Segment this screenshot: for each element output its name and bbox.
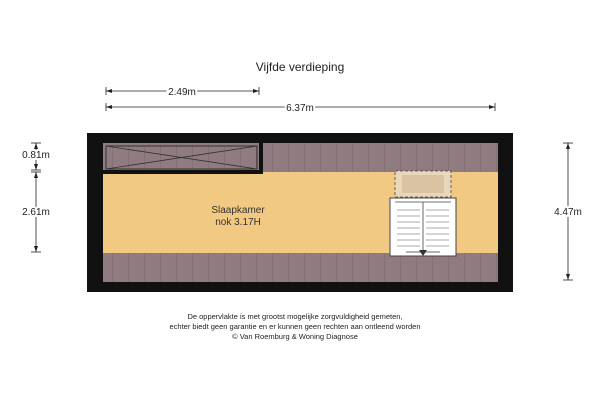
dimension-left-upper [22,143,50,170]
dimension-label-left-upper: 0.81m [22,150,50,161]
disclaimer-line-1: De oppervlakte is met grootst mogelijke zorgvuldigheid gemeten, [187,312,403,321]
room-name: Slaapkamer [211,205,265,216]
room-ridge-height: nok 3.17H [215,217,261,228]
dimension-right-height [554,143,582,280]
dimension-label-right-height: 4.47m [554,207,582,218]
dimension-label-left-lower: 2.61m [22,207,50,218]
dimension-top-total [106,103,495,114]
staircase [390,198,456,256]
floor-title: Vijfde verdieping [255,60,345,74]
dimension-left-lower [22,172,50,252]
dimension-top-short [106,87,259,98]
roof-slope-top [260,143,498,172]
disclaimer-line-2: echter biedt geen garantie en er kunnen geen rechten aan ontleend worden [169,322,421,331]
skylight [395,171,451,197]
disclaimer-line-3: © Van Roemburg & Woning Diagnose [232,332,358,341]
void-area [103,143,263,174]
roof-slope-bottom [103,253,498,282]
dimension-label-top-short: 2.49m [168,87,196,98]
dimension-label-top-total: 6.37m [286,103,314,114]
